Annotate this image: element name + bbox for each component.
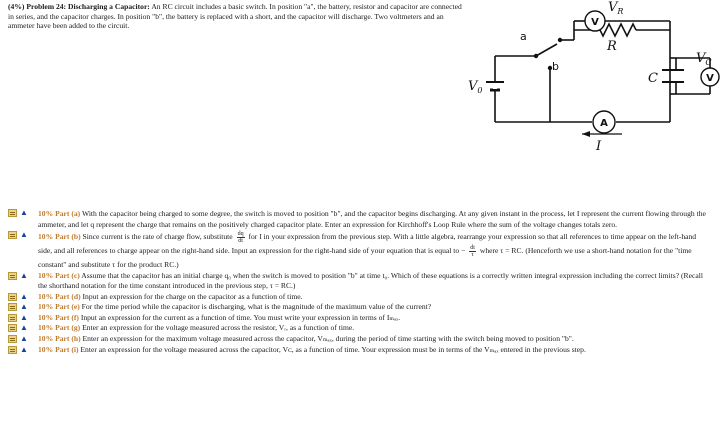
part-b[interactable] — [8, 230, 712, 271]
part-label[interactable]: 10% Part (c) — [38, 270, 80, 280]
warning-triangle-icon: ▲ — [20, 230, 28, 239]
part-c[interactable] — [8, 271, 712, 292]
part-h[interactable] — [8, 334, 712, 345]
part-text: Input an expression for the current as a function of time. You must write your expression in terms of Iₘₐₓ. — [80, 312, 401, 322]
vr-label: $V_R$ — [608, 0, 624, 16]
v0-label: $V_0$ — [468, 79, 483, 95]
tasks-icon[interactable] — [8, 346, 17, 354]
part-text: For the time period while the capacitor is discharging, what is the magnitude of the maximum value of the current? — [81, 302, 432, 312]
switch-position-b: b — [552, 60, 559, 73]
part-text: for I in your expression from the previous step. With a little algebra, rearrange your expression so that all references to time appear on the left-hand side, and all references to charge appear on the right-hand side. Input an expression for the right-hand side of your equation that is equal to − — [38, 232, 697, 255]
voltmeter-r-symbol: V — [591, 17, 599, 28]
tasks-icon[interactable] — [8, 272, 17, 280]
tasks-icon[interactable] — [8, 209, 17, 217]
rc-circuit-diagram — [462, 0, 720, 162]
part-f[interactable] — [8, 313, 712, 324]
warning-triangle-icon: ▲ — [20, 208, 28, 217]
part-text: Enter an expression for the voltage measured across the resistor, Vᵣ, as a function of time. — [82, 323, 355, 333]
part-text: Assume that the capacitor has an initial charge q₀ when the switch is moved to position "b" at time t₀. Which of these equations is a correctly written integral expression including the correct limits? (Recall the shorthand notation for the time constant introduced in the previous step, τ = RC.) — [38, 270, 703, 291]
part-text: Enter an expression for the maximum voltage measured across the capacitor, Vₘₐₓ, during the period of time starting with the switch being moved to position "b". — [82, 334, 574, 344]
warning-triangle-icon: ▲ — [20, 270, 28, 280]
warning-triangle-icon: ▲ — [20, 291, 28, 301]
problem-weight: (4%) — [8, 2, 25, 11]
ammeter-symbol: A — [600, 118, 608, 129]
tasks-icon[interactable] — [8, 324, 17, 332]
tasks-icon[interactable] — [8, 293, 17, 301]
warning-triangle-icon: ▲ — [20, 334, 28, 344]
problem-text: An RC circuit includes a basic switch. In position "a", the battery, resistor and capacitor are connected in series, and the capacitor charges. In position "b", the battery is replaced with a short, and the capacitor will discharge. Two voltmeters and an ammeter have been added to the circuit. — [8, 2, 462, 31]
part-label[interactable]: 10% Part (d) — [38, 291, 81, 301]
tasks-icon[interactable] — [8, 335, 17, 343]
part-text: where τ = RC. (Henceforth we use a short-hand notation for the "time constant" and substitute τ for the product RC.) — [38, 245, 692, 269]
part-a[interactable] — [8, 208, 712, 230]
part-text: Since current is the rate of charge flow, substitute — [82, 232, 233, 241]
tasks-icon[interactable] — [8, 314, 17, 322]
parts-list — [8, 208, 712, 355]
capacitor-label: C — [648, 71, 658, 86]
part-label[interactable]: 10% Part (g) — [38, 323, 81, 333]
current-label: I — [596, 139, 602, 154]
warning-triangle-icon: ▲ — [20, 302, 28, 312]
problem-intro — [8, 2, 463, 31]
part-label[interactable]: 10% Part (e) — [38, 302, 80, 312]
warning-triangle-icon: ▲ — [20, 344, 28, 354]
problem-title: Problem 24: — [26, 2, 67, 11]
part-label[interactable]: 10% Part (b) — [38, 232, 81, 241]
vc-label: $V_C$ — [696, 51, 712, 67]
part-text: Enter an expression for the voltage measured across the capacitor, Vᴄ, as a function of time. Your expression must be in terms of the Vₘₐₓ entered in the previous step. — [80, 344, 586, 354]
part-g[interactable] — [8, 323, 712, 334]
fraction-dq-dt: $\frac{dq}{dt}$ — [237, 230, 244, 244]
tasks-icon[interactable] — [8, 231, 17, 239]
resistor-label: R — [607, 39, 617, 54]
part-label[interactable]: 10% Part (a) — [38, 209, 81, 218]
problem-subtitle: Discharging a Capacitor: — [68, 2, 150, 11]
voltmeter-c-symbol: V — [706, 73, 714, 84]
part-text: With the capacitor being charged to some degree, the switch is moved to position "b", and the capacitor begins discharging. At any given instant in the process, let I represent the current flowing through the ammeter, and let q represent the charge that remains on the positively charged capacitor plate. Enter an expression for Kirchhoff's Loop Rule where the sum of the voltage changes totals zero. — [38, 209, 706, 229]
part-label[interactable]: 10% Part (f) — [38, 312, 79, 322]
part-i[interactable] — [8, 345, 712, 356]
part-d[interactable] — [8, 292, 712, 303]
switch-position-a: a — [520, 30, 527, 43]
part-label[interactable]: 10% Part (h) — [38, 334, 81, 344]
part-text: Input an expression for the charge on the capacitor as a function of time. — [82, 291, 303, 301]
warning-triangle-icon: ▲ — [20, 312, 28, 322]
part-e[interactable] — [8, 302, 712, 313]
tasks-icon[interactable] — [8, 303, 17, 311]
part-label[interactable]: 10% Part (i) — [38, 344, 79, 354]
fraction-dt-tau: $\frac{dt}{\tau}$ — [470, 244, 475, 258]
warning-triangle-icon: ▲ — [20, 323, 28, 333]
